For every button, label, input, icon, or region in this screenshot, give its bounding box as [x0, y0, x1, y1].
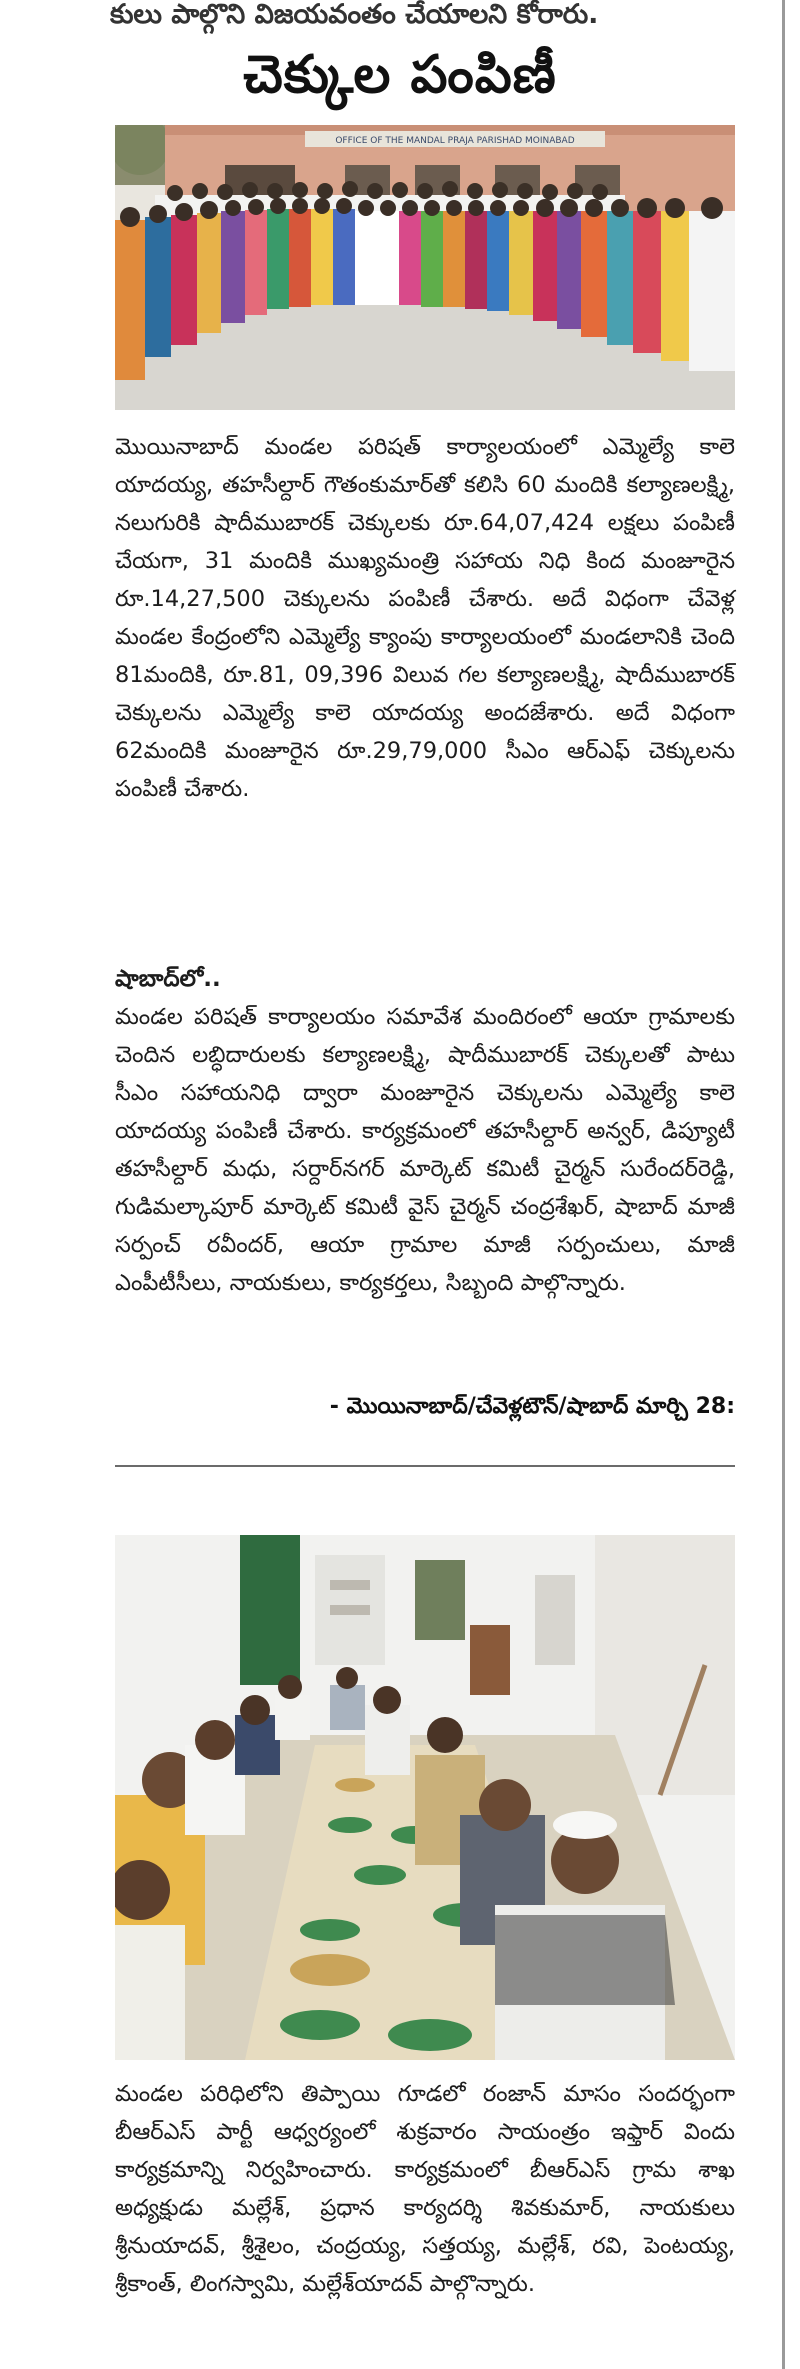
photo-cheque-distribution	[115, 125, 735, 410]
article-paragraph-3	[115, 2075, 735, 2303]
building-sign-text: OFFICE OF THE MANDAL PRAJA PARISHAD MOINABAD	[335, 136, 575, 146]
article-dateline: - మొయినాబాద్/చేవెళ్లటౌన్/షాబాద్ మార్చి 28:	[329, 1394, 735, 1419]
photo-iftar-dinner	[115, 1535, 735, 2060]
article-section-shabad	[115, 960, 735, 1302]
paragraph-3-text: మండల పరిధిలోని తిప్పాయి గూడలో రంజాన్ మాసం సందర్భంగా బీఆర్ఎస్ పార్టీ ఆధ్వర్యంలో శుక్రవారం సాయంత్రం ఇఫ్తార్ విందు కార్యక్రమాన్ని నిర్వహించారు. కార్యక్రమంలో బీఆర్ఎస్ గ్రామ శాఖ అధ్యక్షుడు మల్లేశ్, ప్రధాన కార్యదర్శి శివకుమార్, నాయకులు శ్రీనుయాదవ్, శ్రీశైలం, చంద్రయ్య, సత్తయ్య, మల్లేశ్, రవి, పెంటయ్య, శ్రీకాంత్, లింగస్వామి, మల్లేశ్‌యాదవ్ పాల్గొన్నారు.	[115, 2081, 735, 2297]
paragraph-1-text: మొయినాబాద్ మండల పరిషత్ కార్యాలయంలో ఎమ్మెల్యే కాలె యాదయ్య, తహసీల్దార్ గౌతంకుమార్‌తో కలిసి 60 మందికి కల్యాణలక్ష్మి, నలుగురికి షాదీముబారక్ చెక్కులకు రూ.64,07,424 లక్షలు పంపిణీ చేయగా, 31 మందికి ముఖ్యమంత్రి సహాయ నిధి కింద మంజూరైన రూ.14,27,500 చెక్కులను పంపిణీ చేశారు. అదే విధంగా చేవెళ్ల మండల కేంద్రంలోని ఎమ్మెల్యే క్యాంపు కార్యాలయంలో మండలానికి చెంది 81మందికి, రూ.81, 09,396 విలువ గల కల్యాణలక్ష్మి, షాదీముబారక్ చెక్కులను ఎమ్మెల్యే కాలె యాదయ్య అందజేశారు. అదే విధంగా 62మందికి మంజూరైన రూ.29,79,000 సీఎం ఆర్ఎఫ్ చెక్కులను పంపిణీ చేశారు.	[115, 434, 735, 802]
paragraph-2-text: మండల పరిషత్ కార్యాలయం సమావేశ మందిరంలో ఆయా గ్రామాలకు చెందిన లబ్ధిదారులకు కల్యాణలక్ష్మి, షాదీముబారక్ చెక్కులతో పాటు సీఎం సహాయనిధి ద్వారా మంజూరైన చెక్కులను ఎమ్మెల్యే కాలె యాదయ్య పంపిణీ చేశారు. కార్యక్రమంలో తహసీల్దార్ అన్వర్, డిప్యూటీ తహసీల్దార్ మధు, సర్దార్‌నగర్ మార్కెట్ కమిటీ చైర్మన్ సురేందర్‌రెడ్డి, గుడిమల్కాపూర్ మార్కెట్ కమిటీ వైస్ చైర్మన్ చంద్రశేఖర్, షాబాద్ మాజీ సర్పంచ్ రవీందర్, ఆయా గ్రామాల మాజీ సర్పంచులు, మాజీ ఎంపీటీసీలు, నాయకులు, కార్యకర్తలు, సిబ్బంది పాల్గొన్నారు.	[115, 1004, 735, 1296]
previous-article-tail: కులు పాల్గొని విజయవంతం చేయాలని కోరారు.	[110, 0, 599, 30]
page-right-margin	[774, 0, 800, 2369]
article-paragraph-1	[115, 428, 735, 808]
section-divider	[115, 1465, 735, 1467]
section-subhead: షాబాద్‌లో..	[115, 966, 221, 992]
article-headline: చెక్కుల పంపిణీ	[243, 45, 557, 105]
column-rule	[782, 0, 785, 2369]
